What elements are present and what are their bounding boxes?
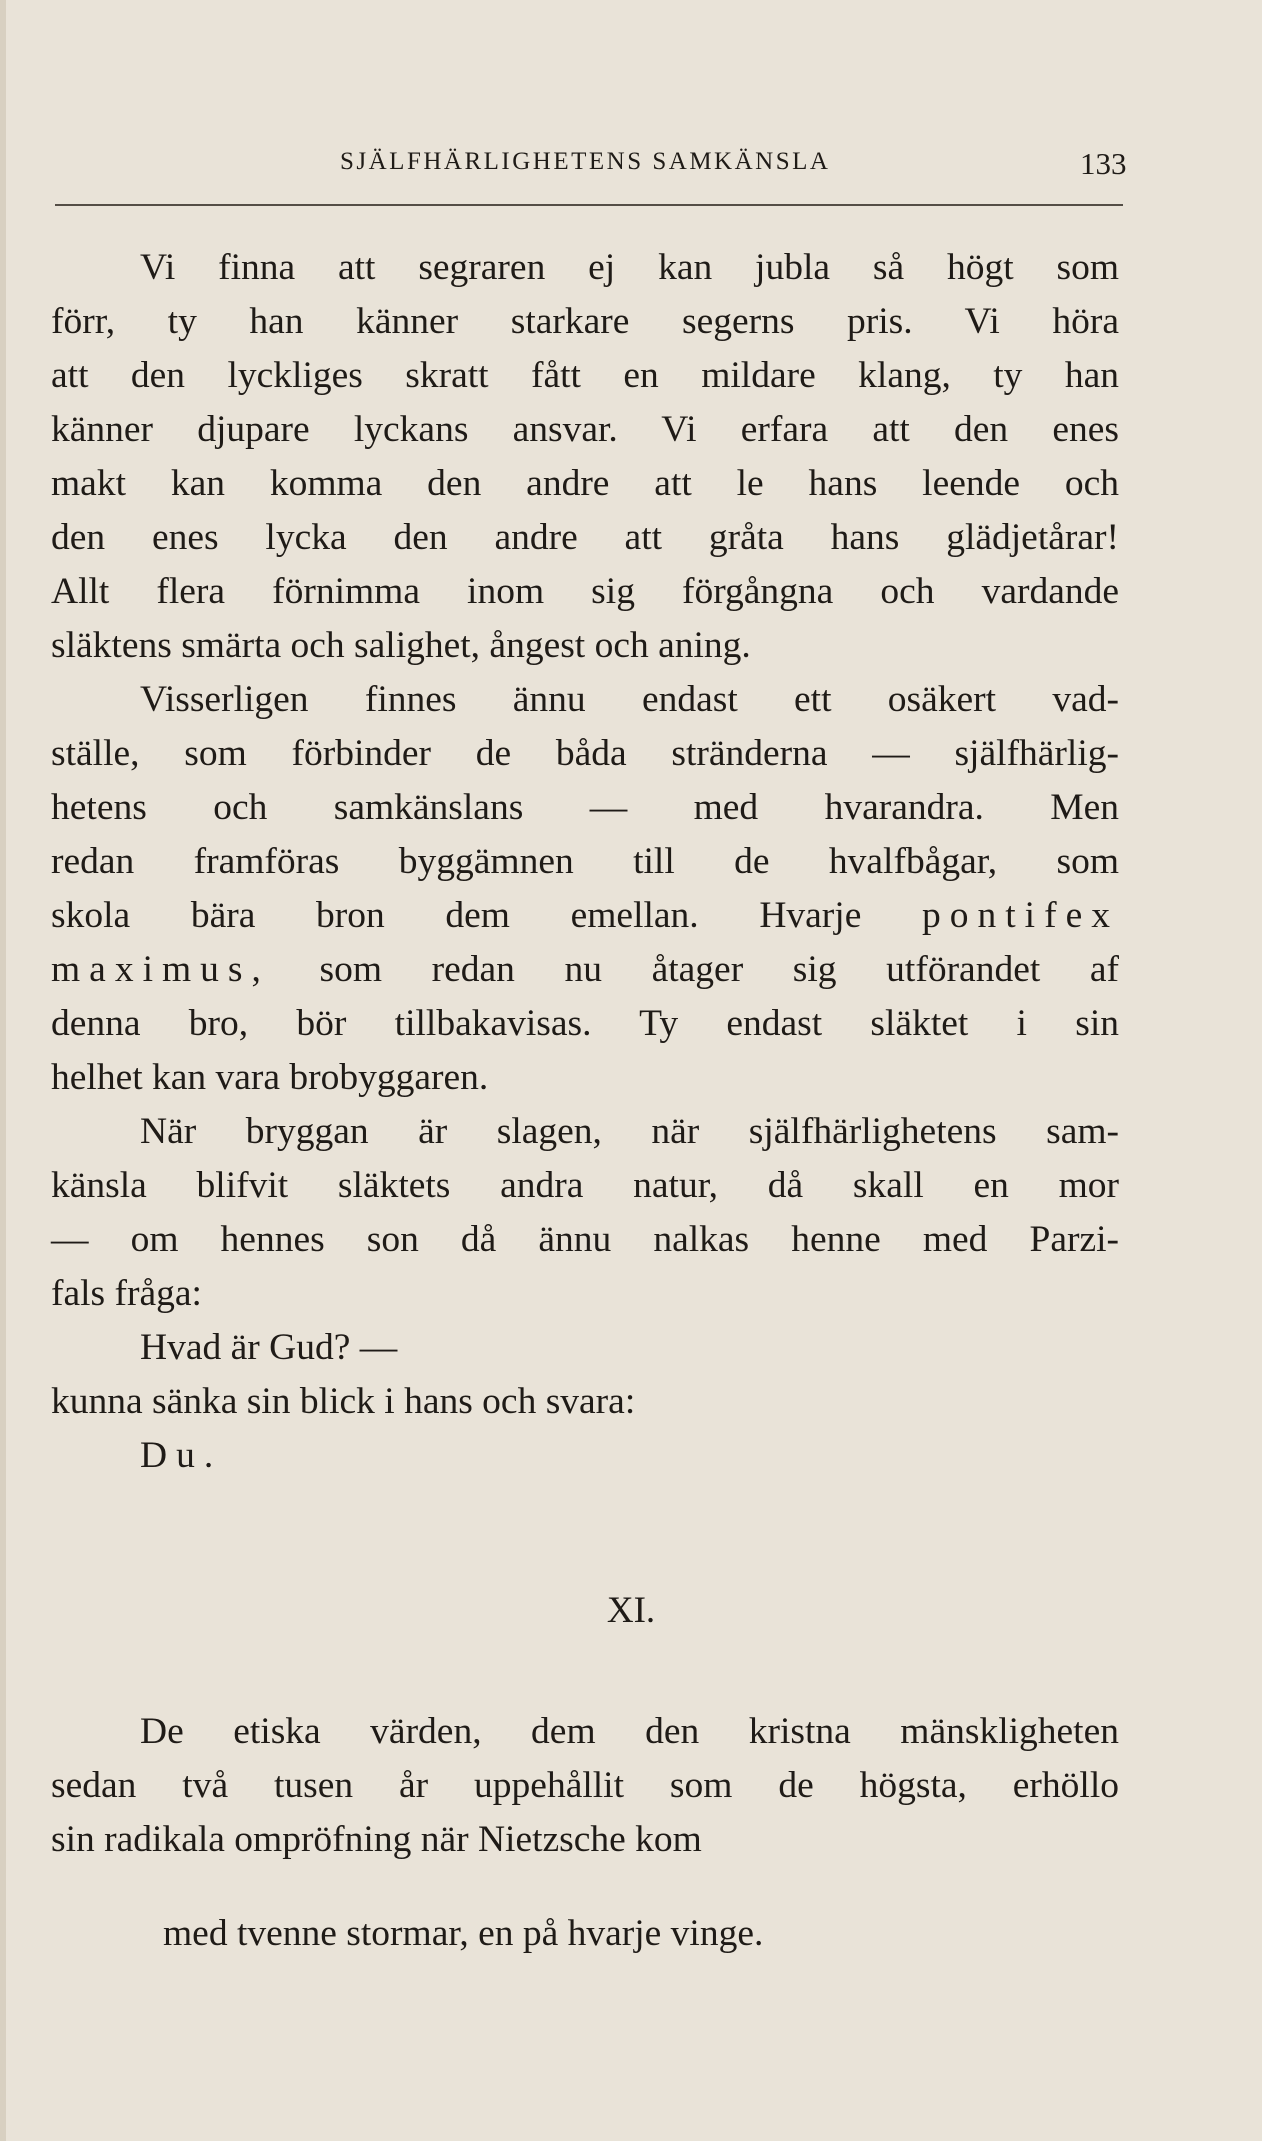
text-line: förr, ty han känner starkare segerns pris. Vi höra bbox=[51, 301, 1119, 342]
question-line: Hvad är Gud? — bbox=[140, 1327, 398, 1368]
text-line: Vi finna att segraren ej kan jubla så högt som bbox=[140, 247, 1119, 288]
text-fragment: skola bära bron dem emellan. Hvarje bbox=[51, 895, 862, 936]
header-rule bbox=[55, 204, 1123, 206]
text-line: De etiska värden, dem den kristna mänskligheten bbox=[140, 1711, 1119, 1752]
text-line: redan framföras byggämnen till de hvalfbågar, som bbox=[51, 841, 1119, 882]
text-line: kunna sänka sin blick i hans och svara: bbox=[51, 1381, 636, 1422]
page-edge-shadow bbox=[0, 0, 6, 2141]
text-line: makt kan komma den andre att le hans leende och bbox=[51, 463, 1119, 504]
text-line: fals fråga: bbox=[51, 1273, 202, 1314]
text-line bbox=[51, 889, 1119, 943]
text-line: den enes lycka den andre att gråta hans glädjetårar! bbox=[51, 517, 1119, 558]
text-line: hetens och samkänslans — med hvarandra. Men bbox=[51, 787, 1119, 828]
spaced-term: maximus, bbox=[51, 949, 270, 990]
answer-line: Du. bbox=[140, 1435, 223, 1476]
page-number: 133 bbox=[1080, 146, 1127, 181]
text-line bbox=[51, 943, 1119, 997]
text-line: släktens smärta och salighet, ångest och aning. bbox=[51, 625, 751, 666]
text-line: denna bro, bör tillbakavisas. Ty endast släktet i sin bbox=[51, 1003, 1119, 1044]
spaced-term: pontifex bbox=[922, 895, 1119, 936]
text-line: Allt flera förnimma inom sig förgångna och vardande bbox=[51, 571, 1119, 612]
page-header bbox=[0, 148, 1262, 188]
quote-line: med tvenne stormar, en på hvarje vinge. bbox=[163, 1913, 764, 1954]
running-title: SJÄLFHÄRLIGHETENS SAMKÄNSLA bbox=[340, 148, 831, 175]
text-line: känner djupare lyckans ansvar. Vi erfara att den enes bbox=[51, 409, 1119, 450]
text-line: Visserligen finnes ännu endast ett osäkert vad- bbox=[140, 679, 1119, 720]
text-line: sedan två tusen år uppehållit som de högsta, erhöllo bbox=[51, 1765, 1119, 1806]
text-line: känsla blifvit släktets andra natur, då skall en mor bbox=[51, 1165, 1119, 1206]
text-line: ställe, som förbinder de båda stränderna — själfhärlig- bbox=[51, 733, 1119, 774]
text-fragment: som redan nu åtager sig utförandet af bbox=[319, 949, 1120, 990]
text-line: att den lyckliges skratt fått en mildare klang, ty han bbox=[51, 355, 1119, 396]
text-line: sin radikala ompröfning när Nietzsche kom bbox=[51, 1819, 702, 1860]
chapter-heading: XI. bbox=[606, 1590, 656, 1631]
text-line: När bryggan är slagen, när själfhärlighetens sam- bbox=[140, 1111, 1119, 1152]
text-line: — om hennes son då ännu nalkas henne med Parzi- bbox=[51, 1219, 1119, 1260]
text-line: helhet kan vara brobyggaren. bbox=[51, 1057, 489, 1098]
